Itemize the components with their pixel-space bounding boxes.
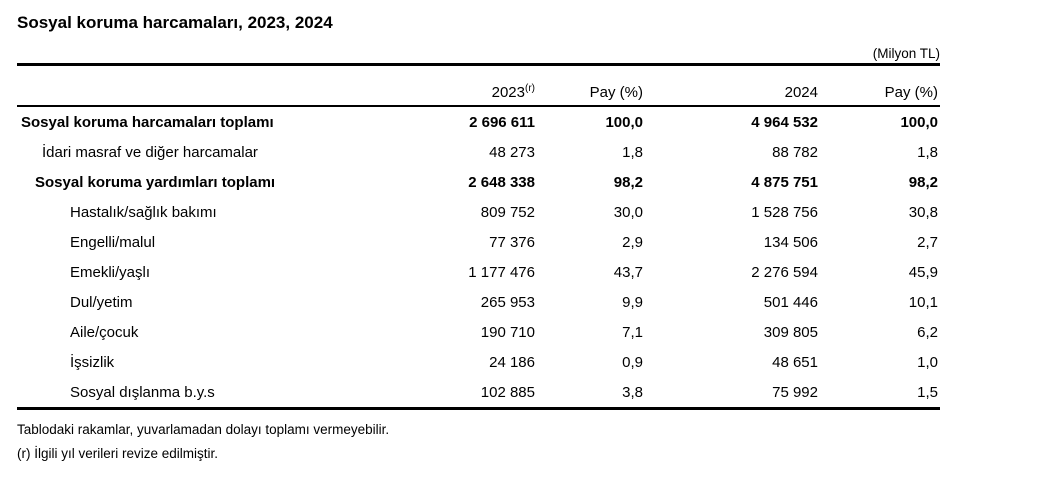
footnote-revision: (r) İlgili yıl verileri revize edilmiştir.: [17, 446, 219, 461]
value-2023: 1 177 476: [468, 263, 535, 281]
value-2024: 309 805: [763, 323, 818, 341]
table-row-admin: [17, 137, 940, 167]
share-2023: 100,0: [605, 113, 643, 131]
value-2023: 190 710: [480, 323, 535, 341]
footnote-rounding: Tablodaki rakamlar, yuvarlamadan dolayı toplamı vermeyebilir.: [17, 422, 390, 437]
value-2023: 48 273: [489, 143, 535, 161]
column-header-2024: 2024: [645, 65, 820, 107]
value-2024: 48 651: [772, 353, 818, 371]
value-2023: 265 953: [480, 293, 535, 311]
row-label: Aile/çocuk: [70, 323, 139, 341]
share-2023: 2,9: [622, 233, 643, 251]
value-2024: 75 992: [645, 377, 820, 409]
page-title: Sosyal koruma harcamaları, 2023, 2024: [17, 13, 333, 32]
share-2024: 6,2: [917, 323, 938, 341]
value-2024: 2 276 594: [751, 263, 818, 281]
row-label: Sosyal koruma harcamaları toplamı: [21, 113, 274, 131]
value-2023: 24 186: [489, 353, 535, 371]
share-2023: 43,7: [613, 263, 643, 281]
social-protection-table: [17, 63, 940, 410]
share-2024: 45,9: [908, 263, 938, 281]
column-header-share-2023: Pay (%): [537, 65, 645, 107]
row-label: İdari masraf ve diğer harcamalar: [42, 143, 258, 161]
value-2024: 88 782: [772, 143, 818, 161]
share-2024: 30,8: [908, 203, 938, 221]
share-2023: 3,8: [537, 377, 645, 409]
table-row-disability: [17, 227, 940, 257]
share-2024: 1,5: [820, 377, 940, 409]
share-2024: 1,0: [917, 353, 938, 371]
column-header-category: [17, 65, 337, 107]
share-2024: 2,7: [917, 233, 938, 251]
value-2023: 809 752: [480, 203, 535, 221]
value-2024: 4 875 751: [751, 173, 818, 191]
row-label: Engelli/malul: [70, 233, 156, 251]
table-row-total: [17, 106, 940, 137]
value-2024: 1 528 756: [751, 203, 818, 221]
share-2023: 1,8: [622, 143, 643, 161]
value-2023: 102 885: [337, 377, 537, 409]
table-row-family: [17, 317, 940, 347]
table-row-unemployment: [17, 347, 940, 377]
table-row-survivors: [17, 287, 940, 317]
row-label: Dul/yetim: [70, 293, 133, 311]
share-2024: 100,0: [900, 113, 938, 131]
table-row-oldage: [17, 257, 940, 287]
share-2024: 1,8: [917, 143, 938, 161]
year-2023-label: 2023: [491, 84, 525, 101]
share-2024: 98,2: [908, 173, 938, 191]
value-2024: 4 964 532: [751, 113, 818, 131]
header-row: [17, 65, 940, 107]
share-2024: 10,1: [908, 293, 938, 311]
share-2023: 0,9: [622, 353, 643, 371]
column-header-share-2024: Pay (%): [820, 65, 940, 107]
table-row-benefits-total: [17, 167, 940, 197]
table-row-sickness: [17, 197, 940, 227]
table-row-social-exclusion: [17, 377, 940, 409]
share-2023: 9,9: [622, 293, 643, 311]
share-2023: 30,0: [613, 203, 643, 221]
row-label: Sosyal koruma yardımları toplamı: [35, 173, 276, 191]
row-label: Sosyal dışlanma b.y.s: [17, 377, 337, 409]
row-label: İşsizlik: [70, 353, 115, 371]
footnotes: [17, 422, 1062, 461]
share-2023: 7,1: [622, 323, 643, 341]
row-label: Hastalık/sağlık bakımı: [70, 203, 217, 221]
column-header-2023: [337, 65, 537, 107]
value-2024: 134 506: [763, 233, 818, 251]
value-2024: 501 446: [763, 293, 818, 311]
unit-label: (Milyon TL): [872, 46, 940, 61]
row-label: Emekli/yaşlı: [70, 263, 151, 281]
value-2023: 2 648 338: [468, 173, 535, 191]
value-2023: 77 376: [489, 233, 535, 251]
value-2023: 2 696 611: [469, 113, 535, 131]
revision-marker: (r): [525, 83, 535, 94]
share-2023: 98,2: [613, 173, 643, 191]
